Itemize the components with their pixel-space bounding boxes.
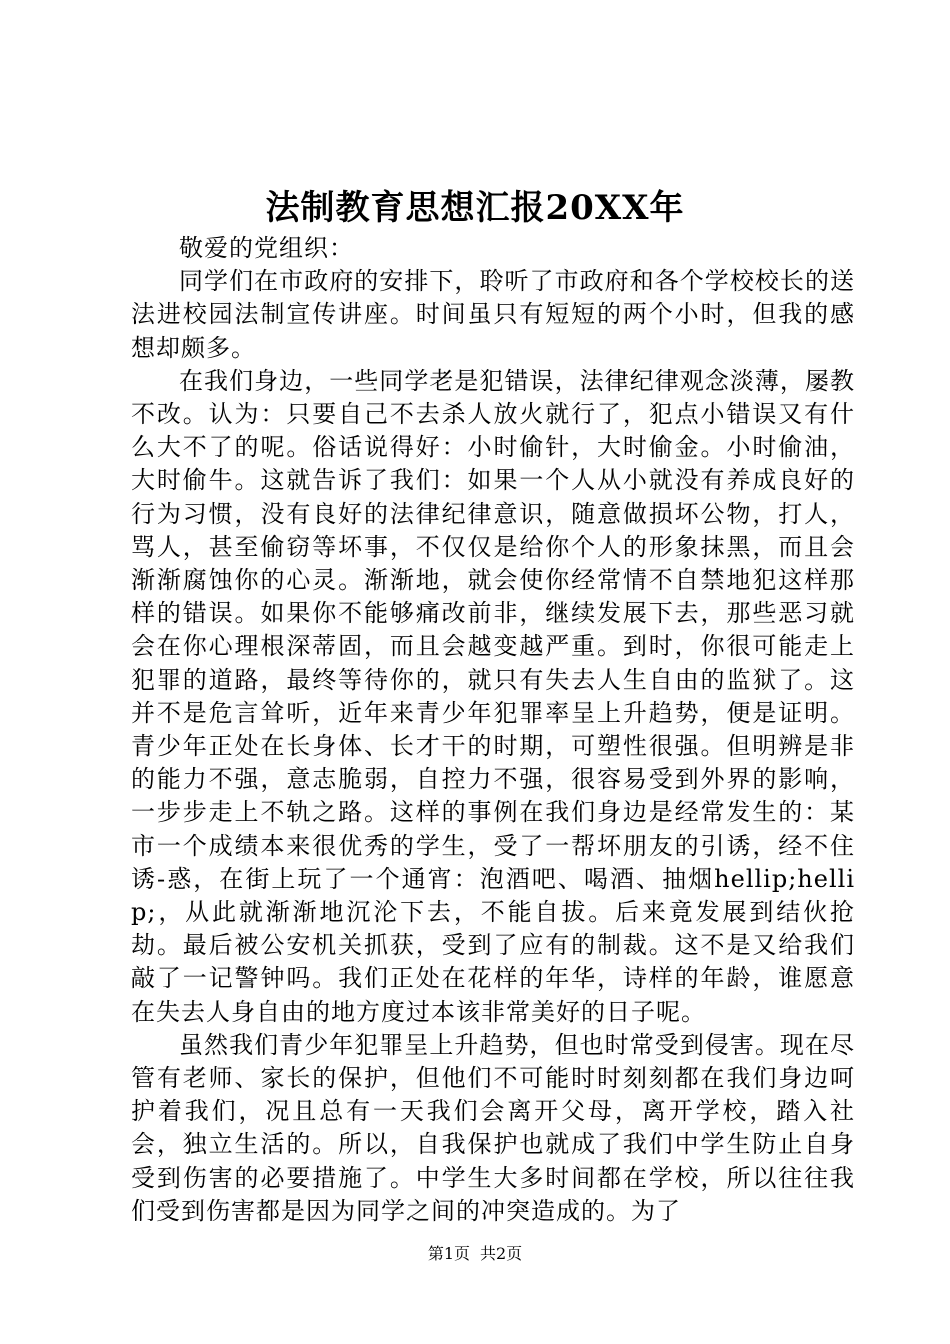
paragraph: 同学们在市政府的安排下，聆听了市政府和各个学校校长的送法进校园法制宣传讲座。时间虽只有短短的两个小时，但我的感想却颇多。	[131, 267, 855, 362]
paragraph: 虽然我们青少年犯罪呈上升趋势，但也时常受到侵害。现在尽管有老师、家长的保护，但他们不可能时时刻刻都在我们身边呵护着我们，况且总有一天我们会离开父母，离开学校，踏入社会，独立生活的。所以，自我保护也就成了我们中学生防止自身受到伤害的必要措施了。中学生大多时间都在学校，所以往往我们受到伤害都是因为同学之间的冲突造成的。为了	[131, 1030, 855, 1225]
document-title: 法制教育思想汇报20XX年	[265, 188, 685, 228]
salutation: 敬爱的党组织：	[179, 234, 354, 262]
page-total: 共2页	[480, 1244, 523, 1263]
document-body	[131, 232, 855, 1228]
paragraph: 在我们身边，一些同学老是犯错误，法律纪律观念淡薄，屡教不改。认为：只要自己不去杀人放火就行了，犯点小错误又有什么大不了的呢。俗话说得好：小时偷针，大时偷金。小时偷油，大时偷牛。这就告诉了我们：如果一个人从小就没有养成良好的行为习惯，没有良好的法律纪律意识，随意做损坏公物，打人，骂人，甚至偷窃等坏事，不仅仅是给你个人的形象抹黑，而且会渐渐腐蚀你的心灵。渐渐地，就会使你经常情不自禁地犯这样那样的错误。如果你不能够痛改前非，继续发展下去，那些恶习就会在你心理根深蒂固，而且会越变越严重。到时，你很可能走上犯罪的道路，最终等待你的，就只有失去人生自由的监狱了。这并不是危言耸听，近年来青少年犯罪率呈上升趋势，便是证明。青少年正处在长身体、长才干的时期，可塑性很强。但明辨是非的能力不强，意志脆弱，自控力不强，很容易受到外界的影响，一步步走上不轨之路。这样的事例在我们身边是经常发生的：某市一个成绩本来很优秀的学生，受了一帮坏朋友的引诱，经不住诱-惑，在街上玩了一个通宵：泡酒吧、喝酒、抽烟hellip;hellip;，从此就渐渐地沉沦下去，不能自拔。后来竟发展到结伙抢劫。最后被公安机关抓获，受到了应有的制裁。这不是又给我们敲了一记警钟吗。我们正处在花样的年华，诗样的年龄，谁愿意在失去人身自由的地方度过本该非常美好的日子呢。	[131, 366, 855, 1026]
page-number: 第1页	[427, 1244, 470, 1263]
page-footer	[0, 1243, 950, 1265]
